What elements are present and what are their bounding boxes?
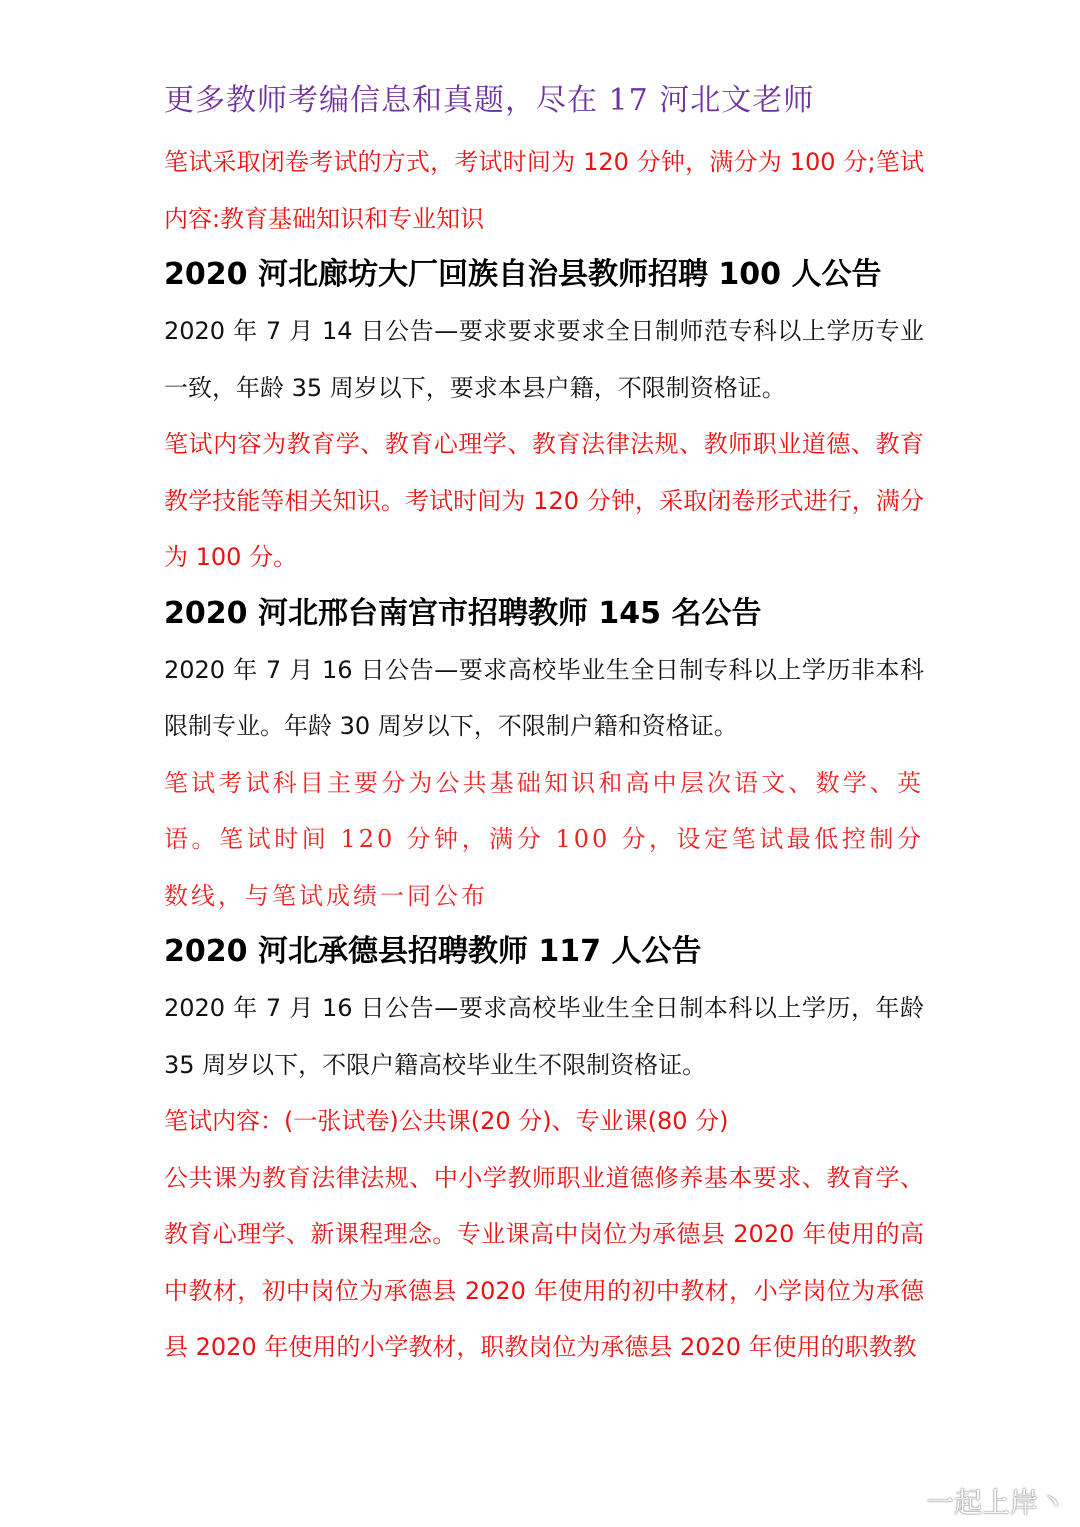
section-requirements-chengde: 2020 年 7 月 16 日公告—要求高校毕业生全日制本科以上学历，年龄 35 周岁以下，不限户籍高校毕业生不限制资格证。 <box>164 994 924 1079</box>
section-exam-chengde-detail: 公共课为教育法律法规、中小学教师职业道德修养基本要求、教育学、教育心理学、新课程理念。专业课高中岗位为承德县 2020 年使用的高中教材，初中岗位为承德县 2020 年使用的初中教材，小学岗位为承德县 2020 年使用的小学教材，职教岗位为承德县 2020 年使用的职教教 <box>164 1163 924 1361</box>
section-requirements-langfang: 2020 年 7 月 14 日公告—要求要求要求全日制师范专科以上学历专业一致，年龄 35 周岁以下，要求本县户籍，不限制资格证。 <box>164 317 924 402</box>
section-exam-chengde-summary: 笔试内容：(一张试卷)公共课(20 分)、专业课(80 分) <box>164 1107 729 1135</box>
weibo-watermark <box>880 1481 1066 1521</box>
section-heading-langfang: 2020 河北廊坊大厂回族自治县教师招聘 100 人公告 <box>164 257 882 292</box>
weibo-icon <box>880 1485 920 1517</box>
intro-exam-note: 笔试采取闭卷考试的方式，考试时间为 120 分钟，满分为 100 分;笔试内容:教育基础知识和专业知识 <box>164 148 924 233</box>
promo-banner: 更多教师考编信息和真题，尽在 17 河北文老师 <box>164 83 815 118</box>
section-heading-chengde: 2020 河北承德县招聘教师 117 人公告 <box>164 934 702 969</box>
watermark-text: 一起上岸丶 <box>925 1486 1066 1519</box>
section-exam-nangong: 笔试考试科目主要分为公共基础知识和高中层次语文、数学、英语。笔试时间 120 分钟，满分 100 分，设定笔试最低控制分数线，与笔试成绩一同公布 <box>164 768 924 910</box>
section-heading-nangong: 2020 河北邢台南宫市招聘教师 145 名公告 <box>164 595 762 631</box>
section-requirements-nangong: 2020 年 7 月 16 日公告—要求高校毕业生全日制专科以上学历非本科限制专业。年龄 30 周岁以下，不限制户籍和资格证。 <box>164 655 924 740</box>
document-content <box>164 76 924 1376</box>
section-exam-langfang: 笔试内容为教育学、教育心理学、教育法律法规、教师职业道德、教育教学技能等相关知识。考试时间为 120 分钟，采取闭卷形式进行，满分为 100 分。 <box>164 430 924 571</box>
